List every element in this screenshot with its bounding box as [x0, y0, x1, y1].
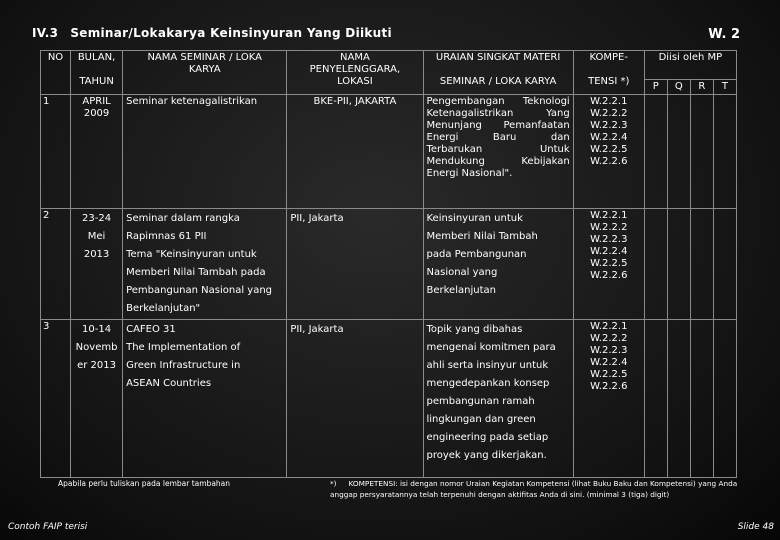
row-nama-seminar: CAFEO 31 The Implementation of Green Infrastructure in ASEAN Countries	[123, 320, 287, 478]
row-bulan: 23-24 Mei 2013	[71, 209, 123, 320]
row-bulan: 10-14 Novemb er 2013	[71, 320, 123, 478]
row-p	[644, 95, 667, 209]
table-header-row	[41, 51, 737, 80]
row-r	[690, 320, 713, 478]
footnote-kompetensi-text: KOMPETENSI: isi dengan nomor Uraian Kegiatan Kompetensi (lihat Buku Baku dan Kompetensi) yang Anda anggap persyaratannya telah terpenuhi dengan aktifitas Anda di sini. (minimal 3 (tiga) digit)	[330, 479, 738, 499]
header-diisi-mp: Diisi oleh MP	[644, 51, 736, 80]
table-row	[41, 209, 737, 320]
row-uraian: Topik yang dibahas mengenai komitmen para ahli serta insinyur untuk mengedepankan konsep pembangunan ramah lingkungan dan green engineering pada setiap proyek yang dikerjakan.	[423, 320, 573, 478]
header-no: NO	[41, 51, 71, 95]
form-code: W. 2	[708, 27, 740, 42]
row-p	[644, 209, 667, 320]
row-r	[690, 95, 713, 209]
row-q	[667, 209, 690, 320]
table-row	[41, 320, 737, 478]
header-p: P	[644, 80, 667, 95]
footnote-kompetensi	[330, 478, 750, 500]
row-no: 1	[41, 95, 71, 209]
header-r: R	[690, 80, 713, 95]
table-row	[41, 95, 737, 209]
row-uraian: Pengembangan Teknologi Ketenagalistrikan Yang Menunjang Pemanfaatan Energi Baru dan Terbarukan Untuk Mendukung Kebijakan Energi Nasional".	[423, 95, 573, 209]
header-bulan: BULAN, TAHUN	[71, 51, 123, 95]
row-nama-seminar: Seminar dalam rangka Rapimnas 61 PII Tema "Keinsinyuran untuk Memberi Nilai Tambah pada Pembangunan Nasional yang Berkelanjutan"	[123, 209, 287, 320]
row-r	[690, 209, 713, 320]
section-number: IV.3	[32, 26, 59, 40]
row-uraian: Keinsinyuran untuk Memberi Nilai Tambah pada Pembangunan Nasional yang Berkelanjutan	[423, 209, 573, 320]
seminar-table	[40, 50, 737, 478]
row-q	[667, 95, 690, 209]
row-t	[713, 209, 736, 320]
section-heading	[32, 26, 392, 40]
header-t: T	[713, 80, 736, 95]
row-bulan: APRIL 2009	[71, 95, 123, 209]
header-nama-seminar: NAMA SEMINAR / LOKA KARYA	[123, 51, 287, 95]
row-kompetensi: W.2.2.1 W.2.2.2 W.2.2.3 W.2.2.4 W.2.2.5 W.2.2.6	[573, 209, 644, 320]
section-title: Seminar/Lokakarya Keinsinyuran Yang Diikuti	[70, 26, 392, 40]
row-kompetensi: W.2.2.1 W.2.2.2 W.2.2.3 W.2.2.4 W.2.2.5 W.2.2.6	[573, 95, 644, 209]
header-kompetensi: KOMPE- TENSI *)	[573, 51, 644, 95]
example-label: Contoh FAIP terisi	[8, 522, 88, 532]
header-q: Q	[667, 80, 690, 95]
row-t	[713, 95, 736, 209]
row-penyelenggara: PII, Jakarta	[287, 209, 423, 320]
slide-number: Slide 48	[737, 522, 774, 532]
header-penyelenggara: NAMA PENYELENGGARA, LOKASI	[287, 51, 423, 95]
row-no: 3	[41, 320, 71, 478]
row-nama-seminar: Seminar ketenagalistrikan	[123, 95, 287, 209]
row-penyelenggara: PII, Jakarta	[287, 320, 423, 478]
row-penyelenggara: BKE-PII, JAKARTA	[287, 95, 423, 209]
row-no: 2	[41, 209, 71, 320]
row-p	[644, 320, 667, 478]
footnote-additional-sheet: Apabila perlu tuliskan pada lembar tambahan	[58, 479, 231, 488]
footnote-marker: *)	[330, 479, 337, 488]
header-uraian: URAIAN SINGKAT MATERI SEMINAR / LOKA KARYA	[423, 51, 573, 95]
row-t	[713, 320, 736, 478]
row-q	[667, 320, 690, 478]
row-kompetensi: W.2.2.1 W.2.2.2 W.2.2.3 W.2.2.4 W.2.2.5 W.2.2.6	[573, 320, 644, 478]
